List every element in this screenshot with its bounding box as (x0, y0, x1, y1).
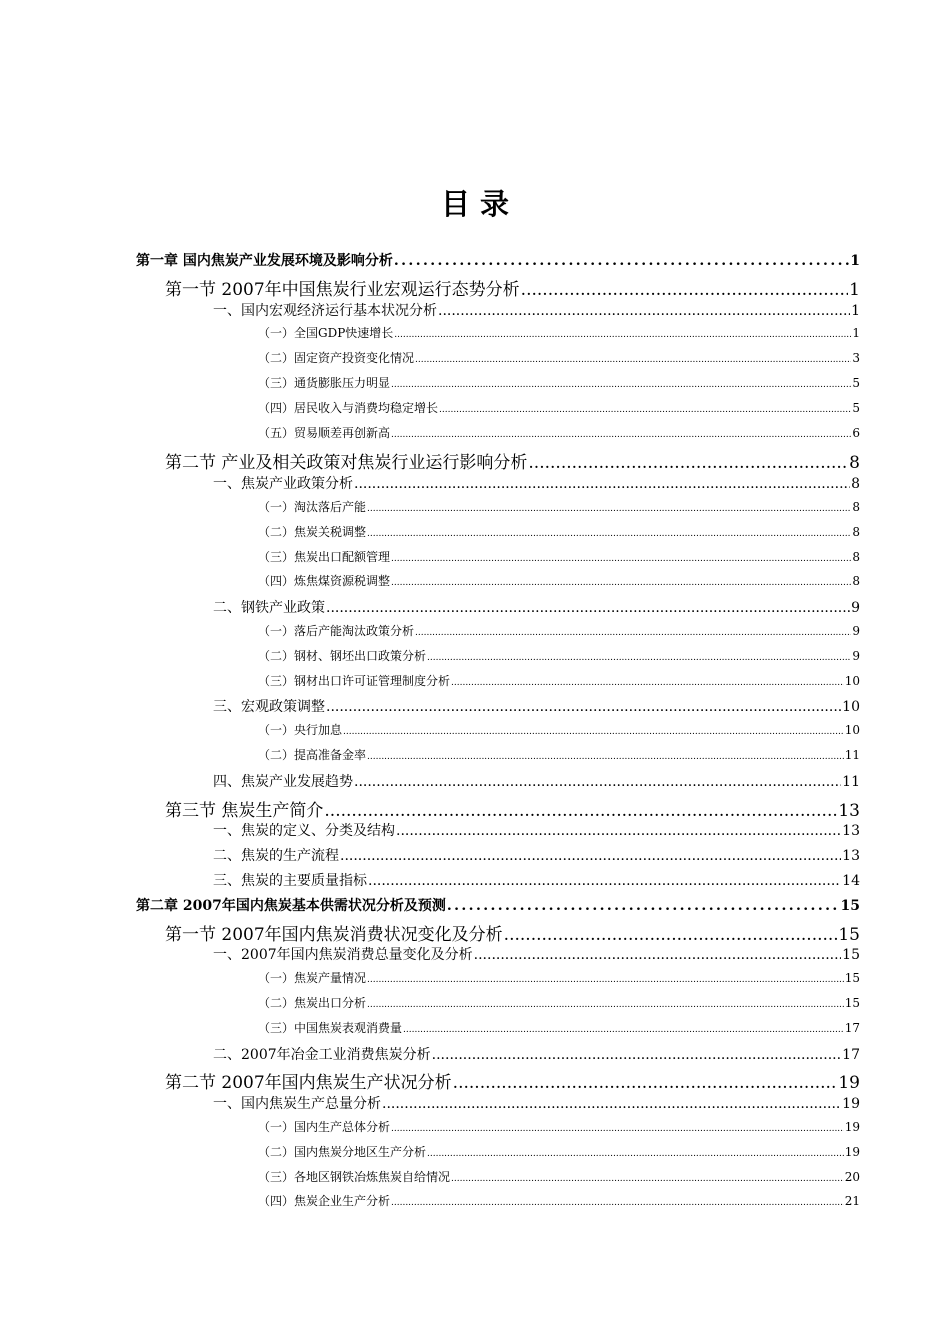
toc-entry[interactable] (258, 1192, 860, 1209)
toc-dot-leader (340, 848, 841, 864)
toc-entry-title: （二）国内焦炭分地区生产分析 (258, 1144, 427, 1159)
toc-entry[interactable] (213, 845, 860, 865)
toc-entry[interactable] (213, 870, 860, 890)
toc-entry[interactable] (165, 448, 860, 473)
toc-entry-page: 6 (852, 425, 860, 440)
toc-entry-title: 一、国内焦炭生产总量分析 (213, 1096, 381, 1113)
toc-dot-leader (343, 727, 844, 737)
toc-entry-page: 10 (844, 723, 860, 738)
toc-entry-title: 二、钢铁产业政策 (213, 600, 325, 617)
toc-entry-page: 1 (850, 253, 860, 269)
toc-entry[interactable] (213, 597, 860, 617)
toc-dot-leader (521, 280, 849, 300)
toc-entry[interactable] (258, 622, 860, 639)
page-title: 目 录 (440, 187, 510, 221)
toc-dot-leader (528, 453, 848, 473)
toc-entry[interactable] (258, 672, 860, 689)
toc-entry[interactable] (258, 374, 860, 391)
toc-entry-page: 8 (851, 476, 860, 493)
toc-entry-title: （二）钢材、钢坯出口政策分析 (258, 648, 427, 663)
toc-entry-title: （一）淘汰落后产能 (258, 500, 367, 514)
toc-dot-leader (394, 253, 849, 269)
toc-entry[interactable] (258, 647, 860, 664)
toc-dot-leader (391, 380, 851, 390)
toc-entry[interactable] (258, 523, 860, 540)
toc-entry-title: （四）炼焦煤资源税调整 (258, 574, 391, 589)
toc-entry-title: （三）钢材出口许可证管理制度分析 (258, 673, 451, 688)
toc-entry-page: 13 (842, 823, 860, 840)
toc-entry[interactable] (258, 1168, 860, 1185)
toc-entry[interactable] (213, 1093, 860, 1113)
toc-entry[interactable] (165, 796, 860, 821)
toc-entry-title: （一）国内生产总体分析 (258, 1120, 391, 1134)
toc-entry-title: 第三节 焦炭生产简介 (165, 800, 324, 821)
toc-entry-title: （二）提高准备金率 (258, 748, 367, 762)
toc-entry-page: 17 (842, 1046, 860, 1063)
toc-dot-leader (504, 925, 838, 945)
toc-entry[interactable] (213, 696, 860, 716)
toc-dot-leader (326, 600, 850, 616)
toc-entry-page: 5 (852, 400, 860, 415)
toc-entry-page: 19 (842, 1096, 860, 1113)
toc-entry-page: 3 (852, 351, 860, 366)
toc-entry-title: （一）央行加息 (258, 723, 343, 738)
toc-entry-page: 15 (844, 996, 860, 1010)
toc-dot-leader (453, 1073, 838, 1093)
toc-dot-leader (367, 975, 844, 985)
toc-dot-leader (396, 823, 841, 839)
toc-entry-page: 15 (842, 947, 860, 964)
toc-dot-leader (391, 578, 851, 588)
toc-dot-leader (354, 476, 850, 492)
toc-dot-leader (391, 554, 851, 564)
toc-dot-leader (451, 1174, 844, 1184)
toc-dot-leader (367, 529, 851, 539)
toc-entry-title: 一、2007年国内焦炭消费总量变化及分析 (213, 947, 473, 964)
toc-entry[interactable] (165, 275, 860, 300)
toc-entry-page: 9 (851, 600, 860, 617)
toc-dot-leader (438, 303, 850, 319)
toc-entry[interactable] (258, 1118, 860, 1135)
toc-entry-page: 8 (852, 549, 860, 564)
toc-dot-leader (474, 947, 842, 963)
toc-entry[interactable] (258, 721, 860, 738)
toc-entry[interactable] (258, 1143, 860, 1160)
toc-entry-title: 一、焦炭的定义、分类及结构 (213, 823, 395, 840)
toc-dot-leader (427, 653, 851, 663)
toc-entry-title: （二）焦炭关税调整 (258, 524, 367, 539)
toc-dot-leader (354, 774, 841, 790)
toc-entry-page: 1 (849, 279, 860, 300)
toc-dot-leader (403, 1025, 844, 1035)
toc-entry-page: 19 (844, 1120, 860, 1134)
toc-entry-page: 1 (851, 302, 860, 319)
toc-entry[interactable] (258, 424, 860, 441)
toc-entry-page: 13 (838, 800, 860, 821)
toc-entry-page: 14 (842, 873, 860, 889)
toc-entry-page: 8 (852, 500, 860, 514)
toc-dot-leader (326, 699, 841, 715)
toc-entry[interactable] (258, 399, 860, 416)
toc-dot-leader (367, 1000, 844, 1010)
toc-dot-leader (447, 898, 840, 914)
toc-entry[interactable] (213, 1044, 860, 1064)
toc-entry[interactable] (258, 498, 860, 515)
toc-entry-title: 第一节 2007年中国焦炭行业宏观运行态势分析 (165, 279, 520, 300)
toc-entry-page: 13 (842, 848, 860, 865)
toc-entry-title: 三、宏观政策调整 (213, 699, 325, 716)
toc-entry-page: 5 (852, 376, 860, 390)
toc-entry[interactable] (258, 548, 860, 565)
toc-entry[interactable] (258, 349, 860, 366)
toc-entry[interactable] (136, 895, 860, 915)
toc-dot-leader (432, 1047, 842, 1063)
toc-dot-leader (324, 801, 837, 821)
toc-entry-page: 10 (842, 699, 860, 716)
toc-entry[interactable] (213, 473, 860, 493)
toc-entry-title: （三）中国焦炭表观消费量 (258, 1020, 403, 1035)
toc-entry-title: 三、焦炭的主要质量指标 (213, 873, 367, 889)
toc-entry[interactable] (258, 994, 860, 1011)
toc-entry-title: （二）焦炭出口分析 (258, 996, 367, 1010)
toc-entry[interactable] (258, 1019, 860, 1036)
toc-entry[interactable] (213, 300, 860, 320)
toc-entry-page: 8 (852, 574, 860, 589)
toc-entry-title: 第一章 国内焦炭产业发展环境及影响分析 (136, 253, 393, 269)
toc-entry-page: 19 (844, 1144, 860, 1159)
toc-dot-leader (427, 1149, 844, 1159)
toc-entry[interactable] (258, 572, 860, 589)
toc-entry-page: 9 (852, 648, 860, 663)
toc-entry[interactable] (165, 1068, 860, 1093)
toc-entry-title: （四）居民收入与消费均稳定增长 (258, 400, 439, 415)
toc-entry-page: 1 (852, 326, 860, 341)
toc-entry-title: 第二节 2007年国内焦炭生产状况分析 (165, 1073, 452, 1094)
toc-entry-page: 15 (840, 897, 860, 914)
toc-entry-page: 8 (852, 524, 860, 539)
toc-entry-title: 一、焦炭产业政策分析 (213, 476, 353, 493)
toc-dot-leader (367, 504, 851, 514)
toc-entry[interactable] (258, 324, 860, 341)
toc-dot-leader (368, 873, 841, 889)
toc-entry-title: （五）贸易顺差再创新高 (258, 425, 391, 440)
toc-entry-page: 10 (844, 673, 860, 688)
toc-entry-page: 20 (844, 1169, 860, 1184)
toc-entry-title: 第二节 产业及相关政策对焦炭行业运行影响分析 (165, 453, 528, 474)
toc-dot-leader (451, 678, 844, 688)
toc-dot-leader (439, 405, 851, 415)
toc-dot-leader (382, 1096, 841, 1112)
toc-entry-page: 11 (844, 748, 860, 762)
toc-entry-title: （一）焦炭产量情况 (258, 971, 367, 986)
toc-entry-title: （二）固定资产投资变化情况 (258, 351, 415, 366)
toc-entry-page: 11 (842, 773, 860, 790)
toc-entry-title: 第二章 2007年国内焦炭基本供需状况分析及预测 (136, 897, 446, 914)
toc-dot-leader (391, 1124, 844, 1134)
toc-entry-page: 8 (849, 453, 860, 474)
toc-entry-page: 21 (844, 1194, 860, 1209)
toc-entry[interactable] (258, 746, 860, 763)
toc-entry[interactable] (136, 250, 860, 270)
toc-entry[interactable] (165, 920, 860, 945)
toc-entry[interactable] (213, 944, 860, 964)
toc-entry[interactable] (213, 771, 860, 791)
toc-entry-title: （三）各地区钢铁冶炼焦炭自给情况 (258, 1169, 451, 1184)
toc-entry-title: 第一节 2007年国内焦炭消费状况变化及分析 (165, 924, 503, 945)
toc-dot-leader (391, 1198, 844, 1208)
toc-entry-page: 17 (844, 1020, 860, 1035)
toc-entry-page: 9 (852, 624, 860, 638)
toc-dot-leader (394, 330, 851, 340)
toc-entry-title: 二、焦炭的生产流程 (213, 848, 339, 865)
toc-entry-page: 15 (838, 924, 860, 945)
toc-entry-page: 15 (844, 971, 860, 986)
toc-entry-title: （一）全国GDP快速增长 (258, 326, 394, 341)
toc-entry-title: （一）落后产能淘汰政策分析 (258, 624, 415, 638)
toc-dot-leader (415, 355, 851, 365)
toc-entry[interactable] (258, 969, 860, 986)
toc-entry-title: （四）焦炭企业生产分析 (258, 1194, 391, 1209)
toc-dot-leader (391, 430, 851, 440)
toc-entry-page: 19 (838, 1073, 860, 1094)
toc-entry[interactable] (213, 820, 860, 840)
toc-entry-title: 四、焦炭产业发展趋势 (213, 773, 353, 790)
toc-dot-leader (367, 752, 844, 762)
toc-entry-title: （三）通货膨胀压力明显 (258, 376, 391, 390)
toc-dot-leader (415, 628, 851, 638)
toc-entry-title: 一、国内宏观经济运行基本状况分析 (213, 302, 437, 319)
toc-entry-title: 二、2007年冶金工业消费焦炭分析 (213, 1046, 431, 1063)
toc-entry-title: （三）焦炭出口配额管理 (258, 549, 391, 564)
